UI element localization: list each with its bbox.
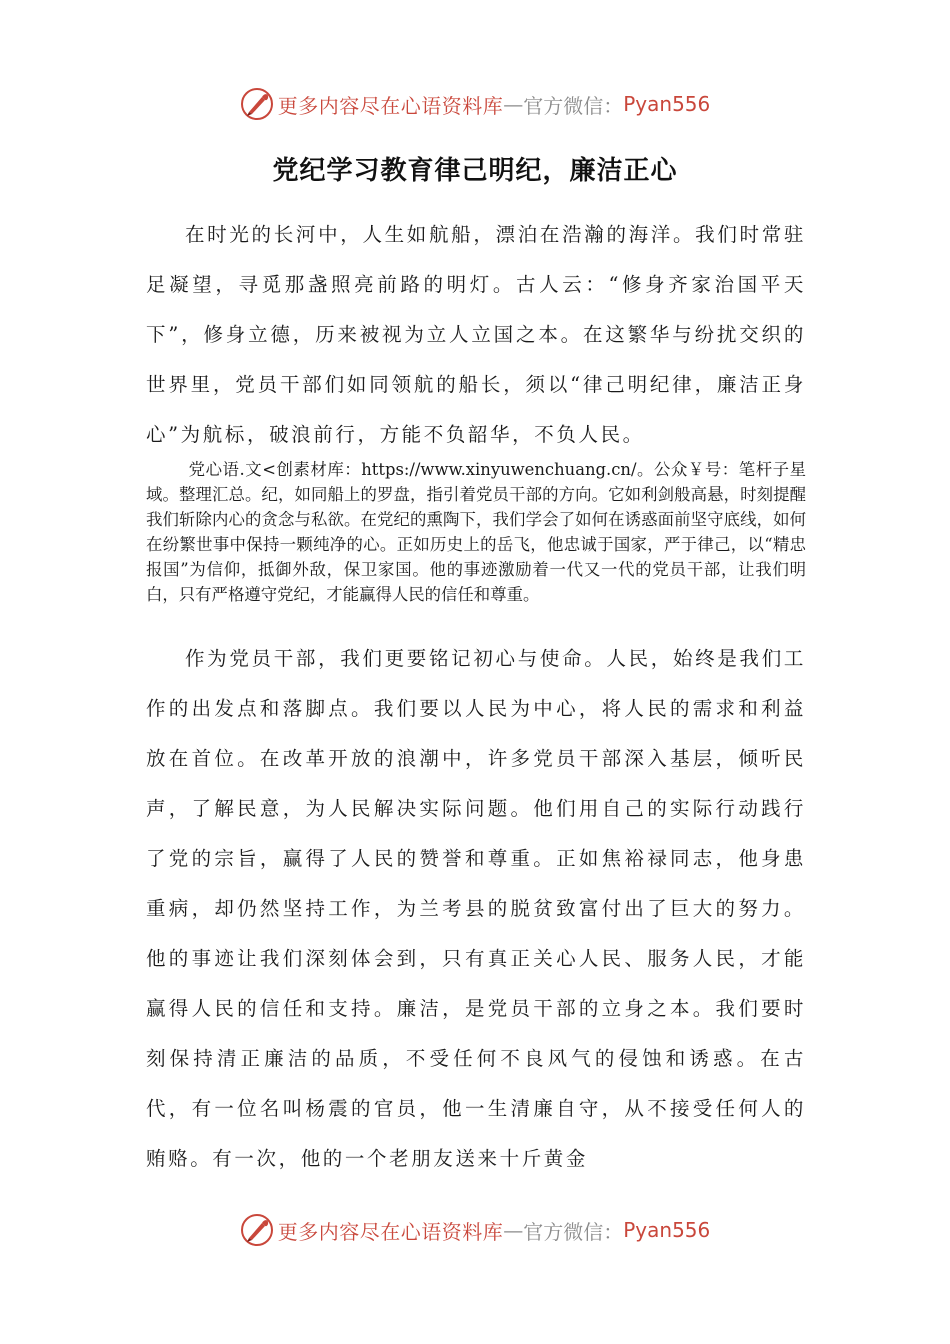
paragraph-text: 作为党员干部，我们更要铭记初心与使命。人民，始终是我们工作的出发点和落脚点。我们要以人民为中心，将人民的需求和利益放在首位。在改革开放的浪潮中，许多党员干部深入基层，倾听民声，了解民意，为人民解决实际问题。他们用自己的实际行动践行了党的宗旨，赢得了人民的赞誉和尊重。正如焦裕禄同志，他身患重病，却仍然坚持工作，为兰考县的脱贫致富付出了巨大的努力。他的事迹让我们深刻体会到，只有真正关心人民、服务人民，才能赢得人民的信任和支持。廉洁，是党员干部的立身之本。我们要时刻保持清正廉洁的品质，不受任何不良风气的侵蚀和诱惑。在古代，有一位名叫杨震的官员，他一生清廉自守，从不接受任何人的贿赂。有一次，他的一个老朋友送来十斤黄金 bbox=[146, 647, 806, 1170]
footer-banner bbox=[0, 1210, 950, 1250]
header-banner bbox=[0, 84, 950, 124]
banner-dash: — bbox=[503, 1218, 524, 1242]
paragraph-text: 在时光的长河中，人生如航船，漂泊在浩瀚的海洋。我们时常驻足凝望，寻觅那盏照亮前路的明灯。古人云：“修身齐家治国平天下”，修身立德，历来被视为立人立国之本。在这繁华与纷扰交织的世界里，党员干部们如同领航的船长，须以“律己明纪律，廉洁正身心”为航标，破浪前行，方能不负韶华，不负人民。 bbox=[146, 223, 806, 446]
banner-wechat-label: 官方微信： bbox=[523, 1219, 624, 1244]
banner-slogan: 更多内容尽在心语资料库 bbox=[277, 1219, 504, 1244]
banner-wechat-handle: Pyan556 bbox=[623, 1218, 711, 1242]
paragraph-text: 党心语.文<创素材库：https://www.xinyuwenchuang.cn/。公众￥号：笔杆子星域。整理汇总。纪，如同船上的罗盘，指引着党员干部的方向。它如利剑般高悬，时刻提醒我们斩除内心的贪念与私欲。在党纪的熏陶下，我们学会了如何在诱惑面前坚守底线，如何在纷繁世事中保持一颗纯净的心。正如历史上的岳飞，他忠诚于国家，严于律己，以“精忠报国”为信仰，抵御外敌，保卫家国。他的事迹激励着一代又一代的党员干部，让我们明白，只有严格遵守党纪，才能赢得人民的信任和尊重。 bbox=[146, 460, 806, 604]
pen-nib-logo-icon bbox=[240, 87, 274, 121]
banner-slogan: 更多内容尽在心语资料库 bbox=[277, 93, 504, 118]
banner-wechat-handle: Pyan556 bbox=[623, 92, 711, 116]
banner-dash: — bbox=[503, 92, 524, 116]
document-title: 党纪学习教育律己明纪，廉洁正心 bbox=[272, 156, 678, 186]
paragraph-3 bbox=[146, 634, 806, 1184]
banner-wechat-label: 官方微信： bbox=[523, 93, 624, 118]
paragraph-1 bbox=[146, 210, 806, 460]
pen-nib-logo-icon bbox=[240, 1213, 274, 1247]
paragraph-2 bbox=[146, 457, 806, 607]
